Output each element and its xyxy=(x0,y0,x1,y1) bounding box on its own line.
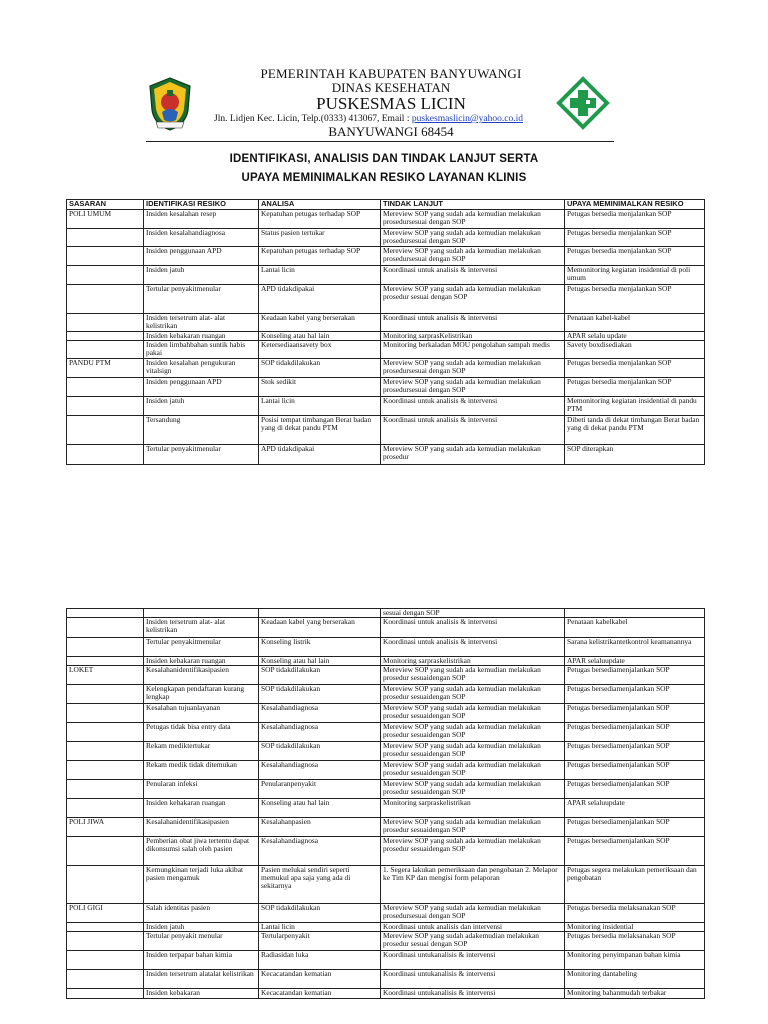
table-cell: Penataan kabelkabel xyxy=(565,618,705,638)
table-row xyxy=(67,359,705,378)
table-cell: Mereview SOP yang sudah ada kemudian melakukan prosedur sesuaidengan SOP xyxy=(381,761,565,780)
table-cell: APD tidakdipakai xyxy=(259,445,381,465)
table-cell: Koordinasi untuk analisis & intervensi xyxy=(381,314,565,332)
table-cell: Stok sedikit xyxy=(259,378,381,397)
table-row xyxy=(67,314,705,332)
table-cell: Pasien melukai sendiri seperti memukul apa saja yang ada di sekitarnya xyxy=(259,866,381,904)
table-cell: Insiden penggunaan APD xyxy=(144,378,259,397)
table-cell: Monitoring insidential xyxy=(565,923,705,932)
table-cell: Insiden kesalahan resep xyxy=(144,210,259,229)
table-cell: Memonitoring kegiatan insidential di poli umum xyxy=(565,266,705,285)
table-cell: Kepatuhan petugas terhadap SOP xyxy=(259,210,381,229)
table-cell: Petugas bersediamenjalankan SOP xyxy=(565,723,705,742)
table-row xyxy=(67,341,705,359)
table-cell: Koordinasi untukanalisis & intervensi xyxy=(381,989,565,999)
table-cell: SOP tidakdilakukan xyxy=(259,359,381,378)
table-row xyxy=(67,445,705,465)
table-cell xyxy=(67,314,144,332)
table-cell xyxy=(67,341,144,359)
table-cell: Kesalahandiagnosa xyxy=(259,761,381,780)
table-row xyxy=(67,904,705,923)
table-cell xyxy=(67,266,144,285)
table-cell: Monitoring penyimpanan bahan kimia xyxy=(565,951,705,970)
table-cell: Petugas bersediamenjalankan SOP xyxy=(565,666,705,685)
table-cell: Koordinasi untukanalisis & intervensi xyxy=(381,970,565,989)
column-header: UPAYA MEMINIMALKAN RESIKO xyxy=(565,200,705,210)
table-cell: Mereview SOP yang sudah ada kemudian melakukan prosedur sesuaidengan SOP xyxy=(381,666,565,685)
table-cell xyxy=(67,685,144,704)
header-email-link[interactable]: puskesmaslicin@yahoo.co.id xyxy=(411,114,523,124)
table-cell: Koordinasi untuk analisis & intervensi xyxy=(381,638,565,657)
table-row xyxy=(67,397,705,416)
table-row xyxy=(67,618,705,638)
table-cell: POLI GIGI xyxy=(67,904,144,923)
table-row xyxy=(67,866,705,904)
table-cell: Dibeti tanda di dekat timbangan Berat badan yang di dekat pandu PTM xyxy=(565,416,705,445)
table-cell: SOP tidakdilakukan xyxy=(259,666,381,685)
table-cell: Konseling atau hal lain xyxy=(259,657,381,666)
table-cell: SOP tidakdilakukan xyxy=(259,904,381,923)
table-cell: Mereview SOP yang sudah ada kemudian melakukan prosedur sesuaidengan SOP xyxy=(381,685,565,704)
table-cell: Petugas tidak bisa entry data xyxy=(144,723,259,742)
document-title-line-2: UPAYA MEMINIMALKAN RESIKO LAYANAN KLINIS xyxy=(241,172,527,184)
table-cell: Sarana kelistrikantetkontrol keamanannya xyxy=(565,638,705,657)
table-cell xyxy=(67,657,144,666)
table-cell: Kesalahan tujuanlayanan xyxy=(144,704,259,723)
table-cell: Kecacatandan kematian xyxy=(259,970,381,989)
table-cell: Mereview SOP yang sudah ada kemudian melakukan prosedursesuai dengan SOP xyxy=(381,359,565,378)
table-cell: Konseling atau hal lain xyxy=(259,799,381,818)
table-row xyxy=(67,210,705,229)
header-address-text: Jln. Lidjen Kec. Licin, Telp.(0333) 413067, Email : xyxy=(214,114,412,124)
column-header: SASARAN xyxy=(67,200,144,210)
table-cell: Kesalahanidentifikasipasien xyxy=(144,818,259,837)
table-row xyxy=(67,923,705,932)
table-cell: Kecacatandan kematian xyxy=(259,989,381,999)
table-cell xyxy=(67,704,144,723)
table-row xyxy=(67,332,705,341)
table-cell: Kepatuhan petugas terhadap SOP xyxy=(259,247,381,266)
table-cell: Tertular penyakitmenular xyxy=(144,638,259,657)
table-row xyxy=(67,837,705,866)
table-cell: Insiden kebakaran ruangan xyxy=(144,332,259,341)
table-cell: Lantai licin xyxy=(259,397,381,416)
table-cell: Insiden jatuh xyxy=(144,397,259,416)
table-cell: Kelengkapan pendaftaran kurang lengkap xyxy=(144,685,259,704)
table-cell xyxy=(565,609,705,618)
table-cell: sesuai dengan SOP xyxy=(381,609,565,618)
table-row xyxy=(67,970,705,989)
table-cell xyxy=(67,285,144,314)
risk-table-page-1 xyxy=(66,199,705,465)
table-cell: Kesalahandiagnosa xyxy=(259,837,381,866)
table-cell: Petugas bersedia melaksanakan SOP xyxy=(565,932,705,951)
table-cell: Insiden kebakaran xyxy=(144,989,259,999)
table-cell xyxy=(67,742,144,761)
table-row xyxy=(67,285,705,314)
table-row xyxy=(67,247,705,266)
table-cell: Konseling listrik xyxy=(259,638,381,657)
table-cell: POLI JIWA xyxy=(67,818,144,837)
table-cell: Kesalahanpasien xyxy=(259,818,381,837)
table-row xyxy=(67,704,705,723)
table-cell: Koordinasi untuk analisis & intervensi xyxy=(381,618,565,638)
table-cell: Koordinasi untuk analisis & intervensi xyxy=(381,266,565,285)
header-puskesmas-name: PUSKESMAS LICIN xyxy=(316,94,466,113)
table-cell: SOP tidakdilakukan xyxy=(259,742,381,761)
table-cell: Salah identitas pasien xyxy=(144,904,259,923)
table-cell: Insiden penggunaan APD xyxy=(144,247,259,266)
puskesmas-cross-icon xyxy=(556,76,610,130)
table-cell: Insiden tersetrum alatalat kelistrikan xyxy=(144,970,259,989)
table-cell xyxy=(259,609,381,618)
table-cell: Insiden jatuh xyxy=(144,923,259,932)
table-cell: Kesalahandiagnosa xyxy=(259,723,381,742)
table-cell: Petugas bersedia menjalankan SOP xyxy=(565,229,705,247)
table-cell: Insiden kebakaran ruangan xyxy=(144,657,259,666)
table-cell: POLI UMUM xyxy=(67,210,144,229)
table-cell xyxy=(67,445,144,465)
table-row xyxy=(67,723,705,742)
table-row xyxy=(67,780,705,799)
table-cell: Insiden kesalahan pengukuran vitalsign xyxy=(144,359,259,378)
table-cell xyxy=(67,609,144,618)
table-cell xyxy=(67,378,144,397)
table-cell: Insiden limbahbahan suntik habis pakai xyxy=(144,341,259,359)
table-row xyxy=(67,951,705,970)
table-cell: Savety boxdisediakan xyxy=(565,341,705,359)
table-cell: Mereview SOP yang sudah ada kemudian melakukan prosedur sesuaidengan SOP xyxy=(381,742,565,761)
document-title-line-1: IDENTIFIKASI, ANALISIS DAN TINDAK LANJUT SERTA xyxy=(229,153,539,165)
table-cell: Status pasien tertukar xyxy=(259,229,381,247)
table-cell: Kesalahandiagnosa xyxy=(259,704,381,723)
table-row xyxy=(67,416,705,445)
table-cell xyxy=(67,932,144,951)
table-cell: Petugas bersedia menjalankan SOP xyxy=(565,378,705,397)
table-header-row xyxy=(67,200,705,210)
header-city: BANYUWANGI 68454 xyxy=(328,124,454,139)
table-cell xyxy=(67,229,144,247)
table-cell: Mereview SOP yang sudah ada kemudian melakukan prosedur sesuaidengan SOP xyxy=(381,818,565,837)
header-government-name: PEMERINTAH KABUPATEN BANYUWANGI xyxy=(260,66,522,81)
table-cell: Petugas bersediamenjalankan SOP xyxy=(565,761,705,780)
table-cell: Ketersediaansavety box xyxy=(259,341,381,359)
table-cell xyxy=(67,723,144,742)
table-cell: Pemberian obat jiwa tertentu dapat dikonsumsi salah oleh pasien xyxy=(144,837,259,866)
header-agency-name: DINAS KESEHATAN xyxy=(331,80,451,95)
table-cell: Lantai licin xyxy=(259,923,381,932)
table-row xyxy=(67,742,705,761)
table-cell: Mereview SOP yang sudah ada kemudian melakukan prosedursesuai dengan SOP xyxy=(381,904,565,923)
table-cell: Rekam medik tidak ditemukan xyxy=(144,761,259,780)
table-cell: Petugas segera melakukan pemeriksaan dan pengobatan xyxy=(565,866,705,904)
table-cell: SOP tidakdilakukan xyxy=(259,685,381,704)
table-cell: Keadaan kabel yang berserakan xyxy=(259,314,381,332)
table-cell: 1. Segera lakukan pemeriksaan dan pengobatan 2. Melapor ke Tim KP dan mengisi form pelaporan xyxy=(381,866,565,904)
column-header: IDENTIFIKASI RESIKO xyxy=(144,200,259,210)
table-cell: SOP diterapkan xyxy=(565,445,705,465)
table-cell xyxy=(67,837,144,866)
table-cell: Kesalahanidentifikasipasien xyxy=(144,666,259,685)
table-cell: Insiden jatuh xyxy=(144,266,259,285)
table-cell: Radiasidan luka xyxy=(259,951,381,970)
table-cell: Mereview SOP yang sudah ada kemudian melakukan prosedur sesuaidengan SOP xyxy=(381,837,565,866)
table-cell: Tersandung xyxy=(144,416,259,445)
table-cell: Insiden kebakaran ruangan xyxy=(144,799,259,818)
table-row xyxy=(67,799,705,818)
table-cell xyxy=(67,638,144,657)
column-header: ANALISA xyxy=(259,200,381,210)
table-row xyxy=(67,666,705,685)
table-cell: Monitoring sarpraskelistrikan xyxy=(381,799,565,818)
table-cell: Monitoring dantabeling xyxy=(565,970,705,989)
table-cell: Monitoring sarprasKelistrikan xyxy=(381,332,565,341)
table-cell: Insiden kesalahandiagnosa xyxy=(144,229,259,247)
table-cell xyxy=(67,780,144,799)
table-cell: Mereview SOP yang sudah ada kemudian melakukan prosedur sesuaidengan SOP xyxy=(381,723,565,742)
table-cell: Mereview SOP yang sudah ada kemudian melakukan prosedur xyxy=(381,445,565,465)
table-cell: Mereview SOP yang sudah ada kemudian melakukan prosedursesuai dengan SOP xyxy=(381,210,565,229)
table-row xyxy=(67,378,705,397)
table-cell xyxy=(67,397,144,416)
table-cell: Kemungkinan terjadi luka akibat pasien mengamuk xyxy=(144,866,259,904)
table-cell: Mereview SOP yang sudah ada kemudian melakukan prosedursesuai dengan SOP xyxy=(381,378,565,397)
table-cell: Insiden tersetrum alat- alat kelistrikan xyxy=(144,618,259,638)
table-cell: Mereview SOP yang sudah ada kemudian melakukan prosedursesuai dengan SOP xyxy=(381,247,565,266)
table-cell xyxy=(67,970,144,989)
table-cell xyxy=(67,332,144,341)
table-cell: Memonitoring kegiatan insidential di pandu PTM xyxy=(565,397,705,416)
column-header: TINDAK LANJUT xyxy=(381,200,565,210)
table-row xyxy=(67,638,705,657)
table-row xyxy=(67,818,705,837)
table-cell: Mereview SOP yang sudah ada kemudian melakukan prosedur sesuai dengan SOP xyxy=(381,285,565,314)
table-cell: Petugas bersediamenjalankan SOP xyxy=(565,837,705,866)
table-cell: Koordinasi untuk analisis & intervensi xyxy=(381,397,565,416)
table-cell: Mereview SOP yang sudah ada kemudian melakukan prosedur sesuaidengan SOP xyxy=(381,780,565,799)
table-cell xyxy=(144,609,259,618)
table-row xyxy=(67,761,705,780)
table-cell: APD tidakdipakai xyxy=(259,285,381,314)
table-cell: Lantai licin xyxy=(259,266,381,285)
table-cell: PANDU PTM xyxy=(67,359,144,378)
table-cell: Koordinasi untukanalisis & intervensi xyxy=(381,951,565,970)
table-cell: Petugas bersediamenjalankan SOP xyxy=(565,818,705,837)
table-cell xyxy=(67,989,144,999)
table-cell: Monitoring bahanmudah terbakar xyxy=(565,989,705,999)
table-cell xyxy=(67,799,144,818)
table-row xyxy=(67,989,705,999)
table-cell: Petugas bersedia menjalankan SOP xyxy=(565,285,705,314)
table-cell: Insiden terpapar bahan kimia xyxy=(144,951,259,970)
table-cell xyxy=(67,247,144,266)
table-cell: Mereview SOP yang sudah ada kemudian melakukan prosedur sesuaidengan SOP xyxy=(381,704,565,723)
table-cell: Petugas bersediamenjalankan SOP xyxy=(565,780,705,799)
table-cell xyxy=(67,923,144,932)
table-cell: Posisi tempat timbangan Berat badan yang di dekat pandu PTM xyxy=(259,416,381,445)
table-row xyxy=(67,609,705,618)
table-cell: APAR selaluupdate xyxy=(565,657,705,666)
table-cell: Insiden tersetrum alat- alat kelistrikan xyxy=(144,314,259,332)
table-cell: LOKET xyxy=(67,666,144,685)
table-cell: Rekam mediktertukar xyxy=(144,742,259,761)
table-cell: Tertular penyakitmenular xyxy=(144,285,259,314)
table-cell xyxy=(67,416,144,445)
table-row xyxy=(67,932,705,951)
table-cell: Koordinasi untuk analisis dan intervensi xyxy=(381,923,565,932)
table-cell: Koordinasi untuk analisis & intervensi xyxy=(381,416,565,445)
table-row xyxy=(67,657,705,666)
table-cell: Penularanpenyakit xyxy=(259,780,381,799)
table-row xyxy=(67,229,705,247)
table-cell xyxy=(67,761,144,780)
table-cell xyxy=(67,618,144,638)
table-cell: Mereview SOP yang sudah ada kemudian melakukan prosedursesuai dengan SOP xyxy=(381,229,565,247)
table-cell: Tertular penyakitmenular xyxy=(144,445,259,465)
table-cell xyxy=(67,951,144,970)
table-cell: Petugas bersedia menjalankan SOP xyxy=(565,359,705,378)
table-cell: Monitoring berkaladan MOU pengolahan sampah medis xyxy=(381,341,565,359)
header-divider xyxy=(146,141,614,142)
table-cell: Tertularpenyakit xyxy=(259,932,381,951)
header-address xyxy=(214,114,523,124)
table-cell: Petugas bersediamenjalankan SOP xyxy=(565,685,705,704)
table-row xyxy=(67,685,705,704)
table-cell xyxy=(67,866,144,904)
table-cell: APAR selalu update xyxy=(565,332,705,341)
table-cell: Mereview SOP yang sudah adakemudian melakukan prosedur sesuai dengan SOP xyxy=(381,932,565,951)
table-cell: Petugas bersedia menjalankan SOP xyxy=(565,210,705,229)
table-cell: Penataan kabel-kabel xyxy=(565,314,705,332)
table-row xyxy=(67,266,705,285)
table-cell: Petugas bersedia melaksanakan SOP xyxy=(565,904,705,923)
table-cell: Keadaan kabel yang berserakan xyxy=(259,618,381,638)
table-cell: Petugas bersediamenjalankan SOP xyxy=(565,742,705,761)
risk-table-page-2 xyxy=(66,608,705,999)
table-cell: APAR selaluupdate xyxy=(565,799,705,818)
document-page-2 xyxy=(0,512,768,1024)
table-cell: Monitoring sarpraskelistrikan xyxy=(381,657,565,666)
table-cell: Konseling atau hal lain xyxy=(259,332,381,341)
table-cell: Penularan infeksi xyxy=(144,780,259,799)
table-cell: Petugas bersediamenjalankan SOP xyxy=(565,704,705,723)
table-cell: Tertular penyakit menular xyxy=(144,932,259,951)
table-cell: Petugas bersedia menjalankan SOP xyxy=(565,247,705,266)
